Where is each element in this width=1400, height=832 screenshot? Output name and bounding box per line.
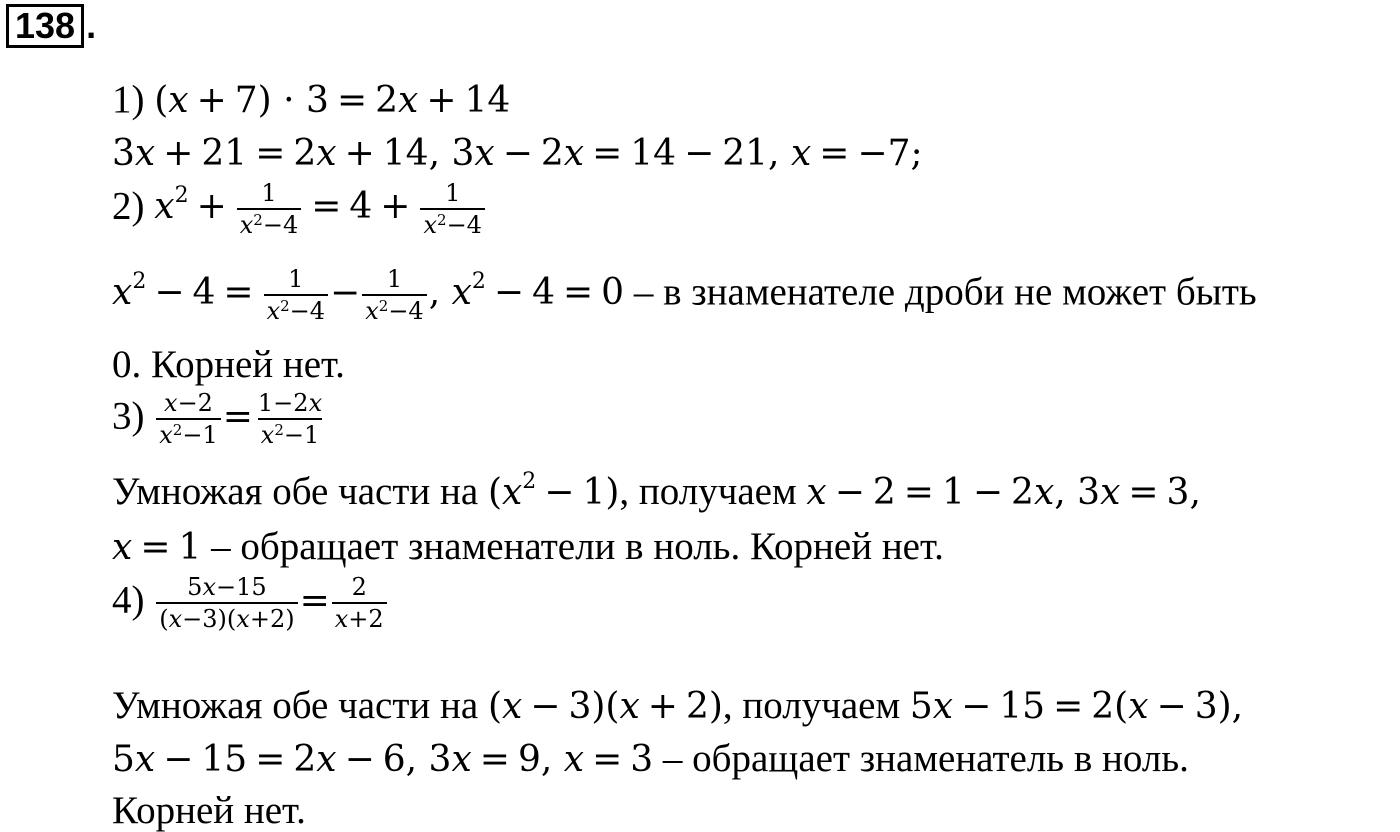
fraction: $\frac{x-2}{x^2-1}$: [156, 390, 220, 449]
explanation-text: – обращает знаменатель в ноль.: [662, 737, 1189, 780]
fraction: $\frac{1}{x^2-4}$: [237, 180, 301, 239]
label-1: 1): [112, 78, 145, 121]
problem-number-dot: .: [86, 5, 97, 46]
solution-2: $x^2 - 4$ = $\frac{1}{x^2-4}$ − $\frac{1}{x^2-4}$ , $x^2 - 4 = 0 - в$ знаменателе дроби не может быть: [112, 265, 1257, 326]
solution-4-a: Умножая обе части на (x − 3)(x + 2), получаем 5x − 15 = 2(x − 3),: [112, 684, 1244, 727]
equation-4: 4) $\frac{5x-15}{(x-3)(x+2)}$ = $\frac{2}{x+2}$: [112, 574, 389, 633]
problem-number: 138: [6, 4, 84, 48]
fraction: $\frac{1}{x^2-4}$: [264, 266, 328, 325]
problem-number-badge: [6, 6, 96, 46]
explanation-text: Умножая обе части на: [112, 470, 479, 513]
explanation-text: – обращает знаменатели в ноль. Корней нет.: [211, 525, 944, 568]
solution-3-b: x = 1 – обращает знаменатели в ноль. Корней нет.: [112, 525, 944, 568]
explanation-text: Умножая обе части на: [112, 684, 479, 727]
solution-3-a: Умножая обе части на $(x^2 - 1)$, получаем x − 2 = 1 − 2x, 3x = 3,: [112, 469, 1201, 513]
fraction: $\frac{1}{x^2-4}$: [420, 180, 484, 239]
label-4: 4): [112, 578, 145, 622]
explanation-text: , получаем: [619, 470, 797, 513]
solution-4-b: 5x − 15 = 2x − 6, 3x = 9, x = 3 – обращает знаменатель в ноль.: [112, 737, 1189, 780]
equation-2: 2) $x^2$ + $\frac{1}{x^2-4}$ = 4 + $\frac{1}{x^2-4}$: [112, 180, 487, 239]
conclusion-2: 0. Корней нет.: [112, 343, 345, 386]
label-3: 3): [112, 394, 145, 438]
solution-1: 3x + 21 = 2x + 14, 3x − 2x = 14 − 21, x = −7;: [112, 133, 923, 174]
fraction: $\frac{2}{x+2}$: [332, 574, 387, 633]
equation-1: 1) (x + 7) · 3 = 2x + 14: [112, 78, 511, 121]
explanation-text: , получаем: [722, 684, 901, 727]
fraction: $\frac{1}{x^2-4}$: [362, 266, 426, 325]
fraction: $\frac{1-2x}{x^2-1}$: [257, 389, 323, 450]
fraction: $\frac{5x-15}{(x-3)(x+2)}$: [156, 574, 297, 633]
conclusion-4: Корней нет.: [112, 789, 306, 832]
label-2: 2): [112, 184, 145, 228]
equation-3: 3) $\frac{x-2}{x^2-1}$ = $\frac{1-2x}{x^2-1}$: [112, 390, 327, 449]
explanation-text: – в знаменателе дроби не может быть: [633, 270, 1257, 314]
